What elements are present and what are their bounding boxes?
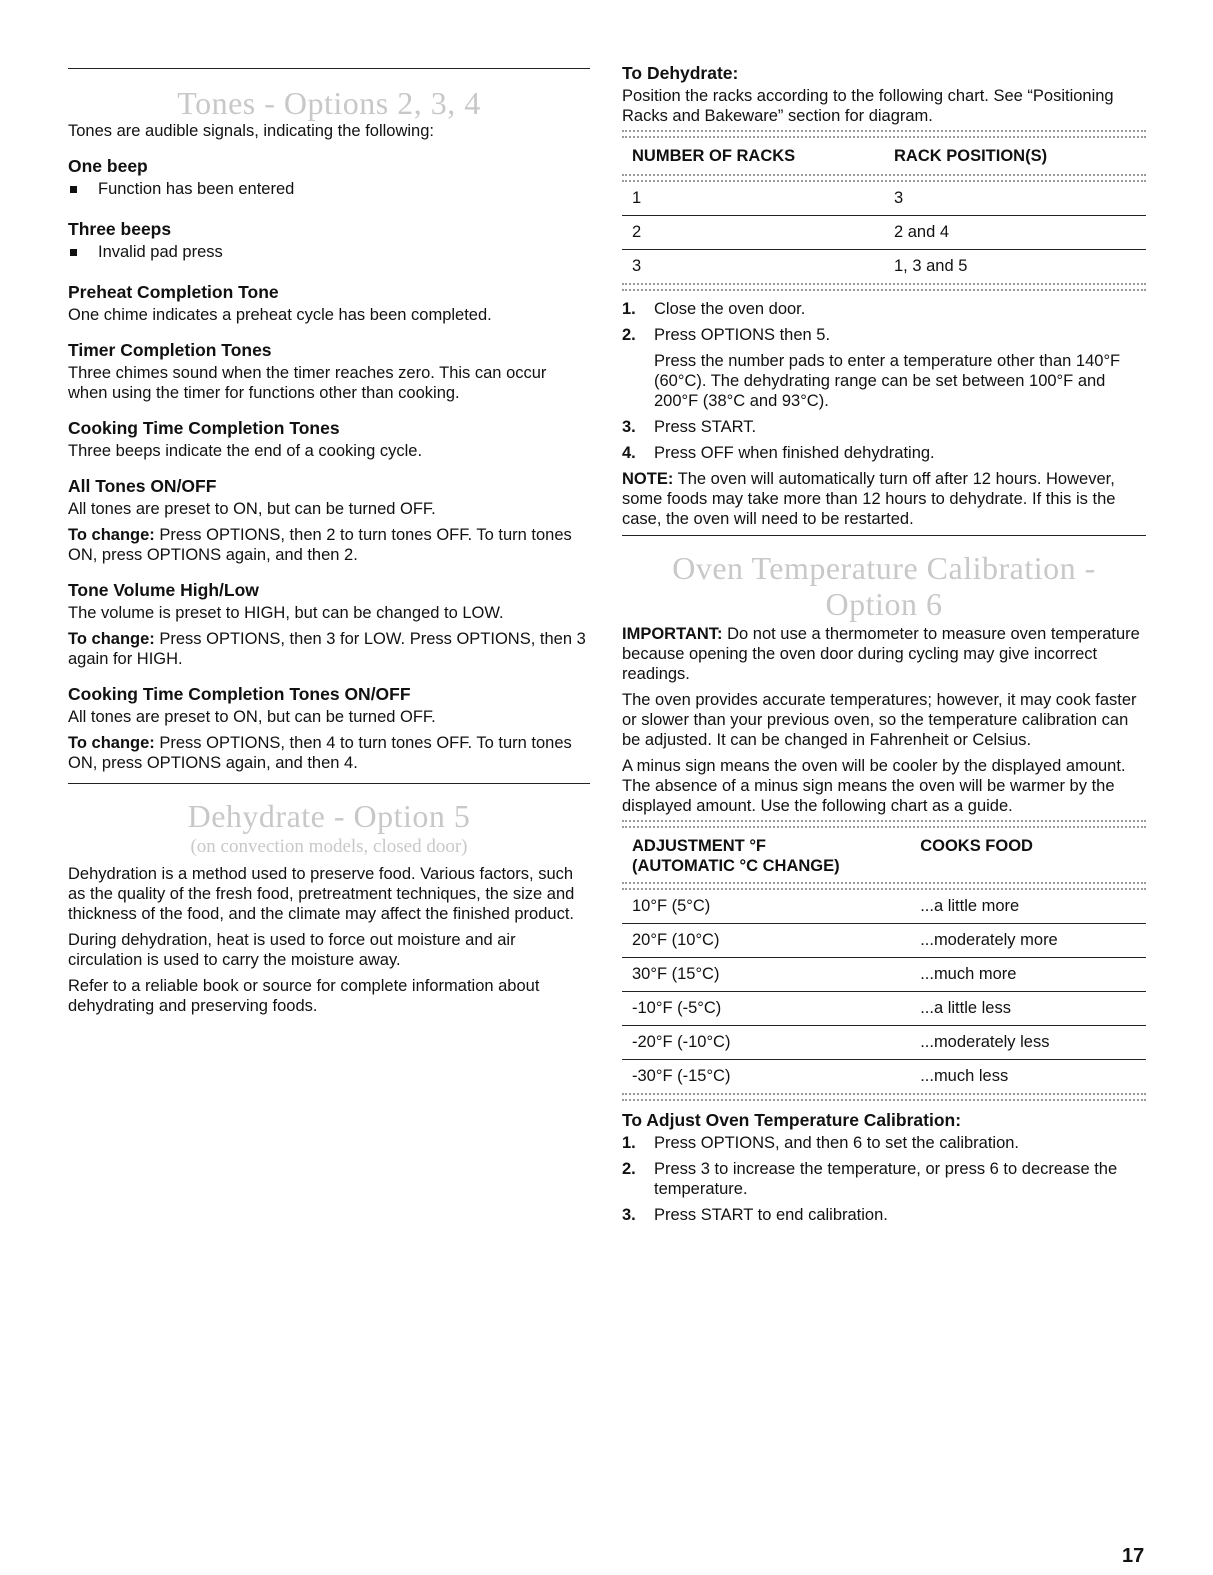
one-beep-heading: One beep [68, 156, 148, 176]
step-text: Close the oven door. [654, 300, 806, 318]
dehydrate-note [622, 469, 1146, 529]
to-dehydrate-heading: To Dehydrate: [622, 63, 739, 83]
step-text: Press START. [654, 418, 757, 436]
change-label: To change: [68, 526, 155, 544]
calibration-section-title [622, 550, 1146, 622]
preheat-heading: Preheat Completion Tone [68, 282, 279, 302]
table-header-row [622, 142, 1146, 172]
three-beeps-heading: Three beeps [68, 219, 172, 239]
calibration-title-line-1: Oven Temperature Calibration - [672, 550, 1096, 586]
volume-change [68, 629, 590, 669]
step-text: Press OFF when finished dehydrating. [654, 444, 935, 462]
section-divider [68, 783, 590, 784]
table-row [622, 890, 1146, 924]
dehydrate-section-subtitle: (on convection models, closed door) [190, 836, 468, 857]
step-number: 3. [622, 418, 636, 436]
rack-position-table-body [622, 182, 1146, 283]
table-top-border [622, 820, 1146, 828]
list-item [622, 1133, 1146, 1153]
note-text: The oven will automatically turn off after 12 hours. However, some foods may take more than 12 hours to dehydrate. If this is the case, the oven will need to be restarted. [622, 470, 1116, 528]
calibration-important [622, 624, 1146, 684]
preheat-text: One chime indicates a preheat cycle has been completed. [68, 306, 492, 324]
table-cell: 3 [632, 257, 642, 275]
bullet-square-icon [70, 249, 77, 256]
important-label: IMPORTANT: [622, 625, 723, 643]
table-bottom-border [622, 1093, 1146, 1101]
dehydrate-steps [622, 299, 1146, 463]
table-cell: 10°F (5°C) [622, 890, 910, 924]
table-cell: 3 [884, 182, 1146, 216]
change-text: Press OPTIONS, then 2 to turn tones OFF. To turn tones ON, press OPTIONS again, and then 2. [68, 526, 572, 564]
cooking-onoff-change [68, 733, 590, 773]
header-line: ADJUSTMENT °F [632, 837, 767, 855]
calibration-table [622, 890, 1146, 1093]
table-cell: 1, 3 and 5 [894, 257, 968, 275]
timer-heading: Timer Completion Tones [68, 340, 272, 360]
table-header-cell: COOKS FOOD [920, 837, 1033, 855]
step-number: 1. [622, 1134, 636, 1152]
table-bottom-border [622, 283, 1146, 291]
table-cell: -20°F (-10°C) [622, 1026, 910, 1060]
all-tones-change [68, 525, 590, 565]
table-cell: 2 and 4 [884, 216, 1146, 250]
table-cell: 2 [622, 216, 884, 250]
change-text: Press OPTIONS, then 3 for LOW. Press OPTIONS, then 3 again for HIGH. [68, 630, 586, 668]
calibration-paragraph-1: The oven provides accurate temperatures; however, it may cook faster or slower than your previous oven, so the temperature calibration can be adjusted. It can be changed in Fahrenheit or Celsius. [622, 691, 1137, 749]
one-beep-bullet [68, 179, 590, 199]
list-item [622, 1159, 1146, 1199]
cooking-onoff-heading: Cooking Time Completion Tones ON/OFF [68, 684, 411, 704]
step-number: 3. [622, 1206, 636, 1224]
step-number: 4. [622, 444, 636, 462]
volume-text: The volume is preset to HIGH, but can be changed to LOW. [68, 604, 504, 622]
table-cell: ...moderately more [910, 924, 1146, 958]
table-row [622, 182, 1146, 216]
left-column [68, 0, 590, 1022]
header-line: (AUTOMATIC °C CHANGE) [632, 857, 840, 875]
table-header-cell [622, 832, 910, 882]
table-cell: ...moderately less [910, 1026, 1146, 1060]
cooking-onoff-text: All tones are preset to ON, but can be turned OFF. [68, 708, 436, 726]
list-item [622, 1205, 1146, 1225]
calibration-table-header [622, 832, 1146, 882]
important-text: Do not use a thermometer to measure oven temperature because opening the oven door during cycling may give incorrect readings. [622, 625, 1140, 683]
table-header-border [622, 882, 1146, 890]
table-cell: ...a little less [910, 992, 1146, 1026]
note-label: NOTE: [622, 470, 674, 488]
rack-position-table [622, 142, 1146, 172]
step-text: Press OPTIONS then 5. [654, 326, 831, 344]
table-row [622, 992, 1146, 1026]
bullet-text: Invalid pad press [98, 243, 223, 261]
table-cell: 30°F (15°C) [622, 958, 910, 992]
table-top-border [622, 130, 1146, 138]
list-item [622, 417, 1146, 437]
table-row [622, 1060, 1146, 1094]
table-row [622, 216, 1146, 250]
cooking-time-text: Three beeps indicate the end of a cooking cycle. [68, 442, 423, 460]
list-item [622, 299, 1146, 319]
timer-text: Three chimes sound when the timer reaches zero. This can occur when using the timer for functions other than cooking. [68, 364, 547, 402]
dehydrate-section-title: Dehydrate - Option 5 [187, 798, 471, 834]
step-text: Press START to end calibration. [654, 1206, 888, 1224]
list-item [622, 325, 1146, 411]
all-tones-text: All tones are preset to ON, but can be turned OFF. [68, 500, 436, 518]
table-header-cell: RACK POSITION(S) [894, 147, 1048, 165]
table-header-border [622, 174, 1146, 182]
right-column [622, 0, 1146, 1231]
table-header-cell: NUMBER OF RACKS [632, 147, 796, 165]
table-cell: 20°F (10°C) [622, 924, 910, 958]
volume-heading: Tone Volume High/Low [68, 580, 259, 600]
table-cell: -30°F (-15°C) [632, 1067, 731, 1085]
three-beeps-bullet [68, 242, 590, 262]
list-item [622, 443, 1146, 463]
calibration-steps [622, 1133, 1146, 1225]
dehydrate-paragraph-1: Dehydration is a method used to preserve food. Various factors, such as the quality of the fresh food, pretreatment techniques, the size and thickness of the food, and the climate may affect the finished product. [68, 865, 575, 923]
step-number: 2. [622, 1160, 636, 1178]
dehydrate-paragraph-2: During dehydration, heat is used to force out moisture and air circulation is used to carry the moisture away. [68, 931, 516, 969]
step-number: 1. [622, 300, 636, 318]
to-dehydrate-intro: Position the racks according to the following chart. See “Positioning Racks and Bakeware” section for diagram. [622, 87, 1114, 125]
section-divider [68, 68, 590, 69]
tones-intro: Tones are audible signals, indicating the following: [68, 122, 434, 140]
bullet-text: Function has been entered [98, 180, 295, 198]
table-cell: -10°F (-5°C) [622, 992, 910, 1026]
table-row [622, 924, 1146, 958]
dehydrate-paragraph-3: Refer to a reliable book or source for complete information about dehydrating and preserving foods. [68, 977, 540, 1015]
adjust-calibration-heading: To Adjust Oven Temperature Calibration: [622, 1110, 962, 1130]
section-divider [622, 535, 1146, 536]
calibration-paragraph-2: A minus sign means the oven will be cooler by the displayed amount. The absence of a minus sign means the oven will be warmer by the displayed amount. Use the following chart as a guide. [622, 757, 1126, 815]
change-text: Press OPTIONS, then 4 to turn tones OFF. To turn tones ON, press OPTIONS again, and then 4. [68, 734, 572, 772]
table-row [622, 250, 1146, 284]
table-row [622, 958, 1146, 992]
table-cell: ...a little more [910, 890, 1146, 924]
table-row [622, 1026, 1146, 1060]
bullet-square-icon [70, 186, 77, 193]
all-tones-heading: All Tones ON/OFF [68, 476, 217, 496]
table-cell: ...much less [920, 1067, 1009, 1085]
step-number: 2. [622, 326, 636, 344]
cooking-time-heading: Cooking Time Completion Tones [68, 418, 340, 438]
table-cell: ...much more [910, 958, 1146, 992]
step-text: Press 3 to increase the temperature, or press 6 to decrease the temperature. [654, 1160, 1118, 1198]
step-extra-text: Press the number pads to enter a temperature other than 140°F (60°C). The dehydrating range can be set between 100°F and 200°F (38°C and 93°C). [654, 352, 1121, 410]
change-label: To change: [68, 630, 155, 648]
tones-section-title: Tones - Options 2, 3, 4 [177, 85, 481, 121]
page-number: 17 [1122, 1545, 1145, 1567]
step-text: Press OPTIONS, and then 6 to set the calibration. [654, 1134, 1020, 1152]
table-cell: 1 [622, 182, 884, 216]
table-header-row [622, 832, 1146, 882]
calibration-title-line-2: Option 6 [825, 586, 943, 622]
change-label: To change: [68, 734, 155, 752]
